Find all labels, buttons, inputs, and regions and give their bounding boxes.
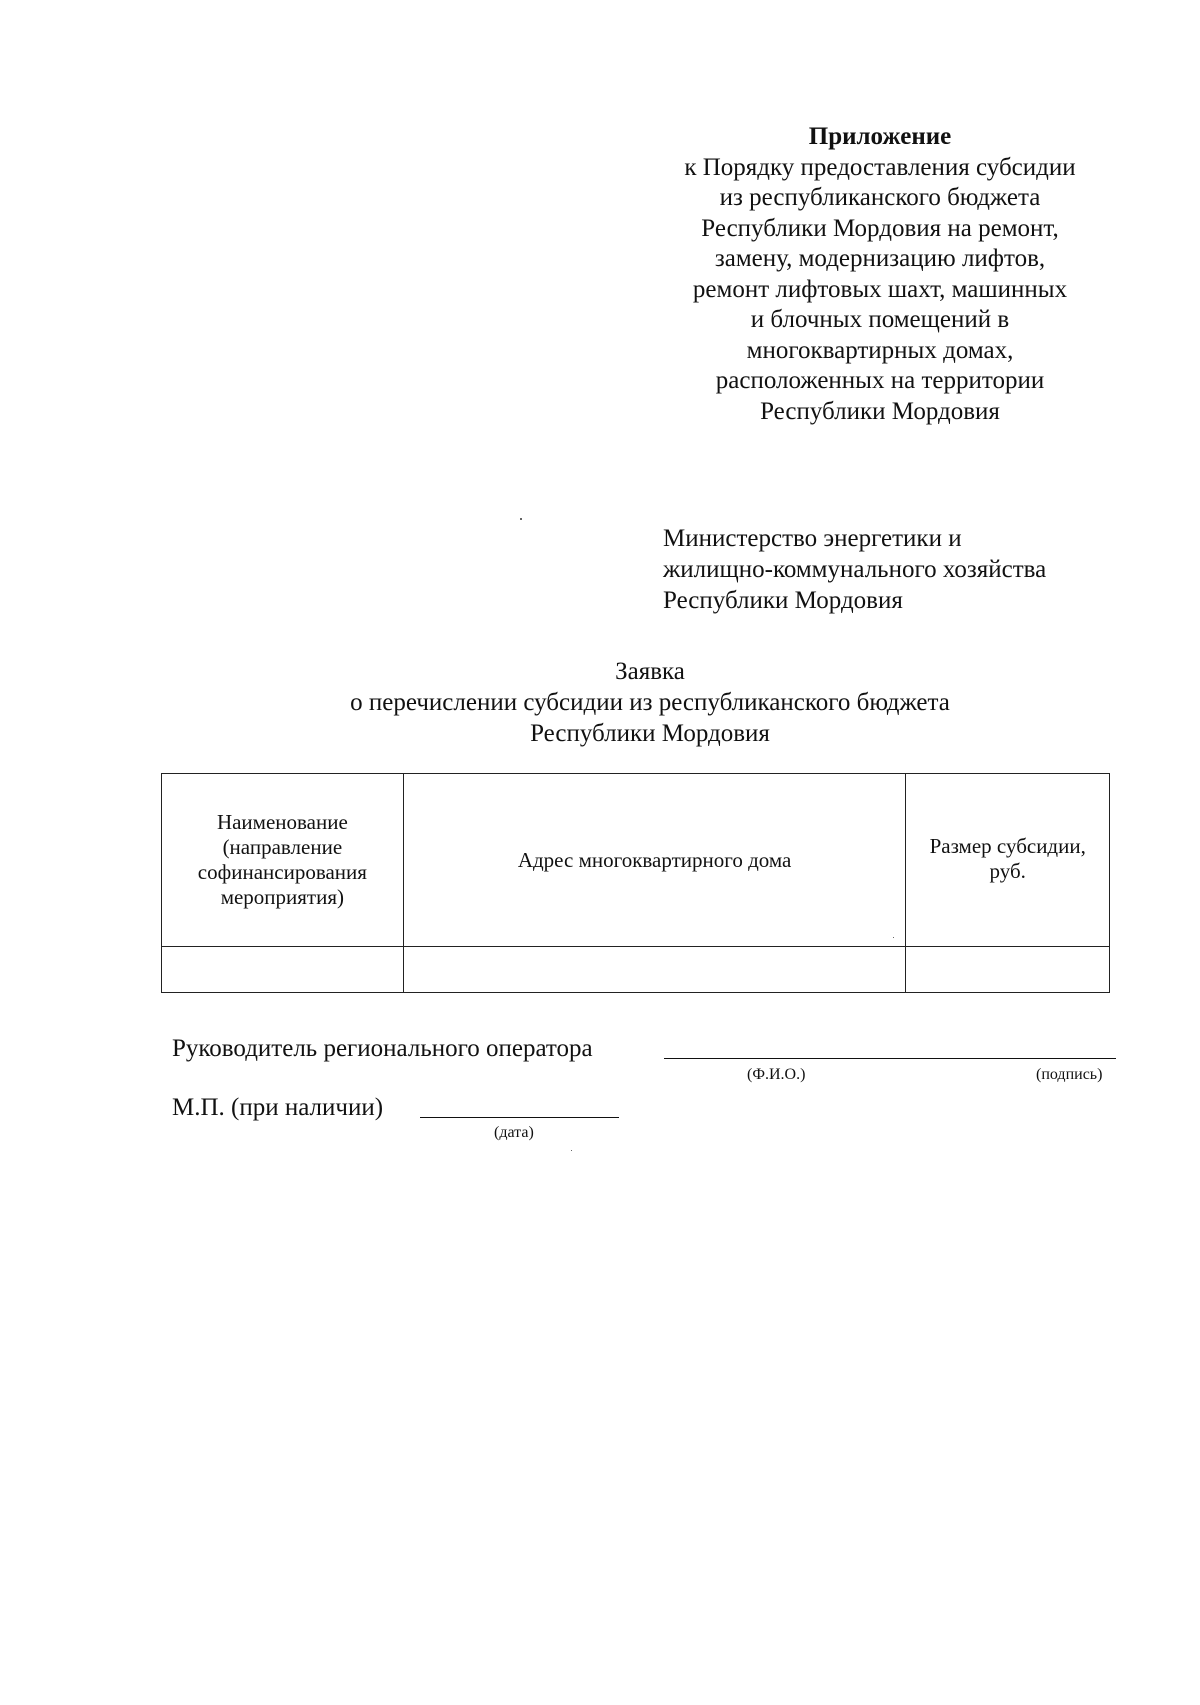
header-name-line: софинансирования (197, 860, 367, 884)
appendix-line: многоквартирных домах, (746, 336, 1014, 364)
signature-line[interactable] (664, 1058, 1116, 1059)
recipient-block (663, 523, 1143, 616)
scan-speck (571, 1150, 572, 1151)
header-amount-line: руб. (989, 859, 1026, 883)
header-amount-cell (906, 774, 1110, 947)
recipient-line: Министерство энергетики и (663, 525, 962, 552)
scan-speck (520, 518, 522, 520)
appendix-line: и блочных помещений в (750, 306, 1010, 333)
header-amount-line: Размер субсидии, (929, 834, 1086, 858)
table-cell-amount[interactable] (906, 947, 1110, 993)
appendix-line: Республики Мордовия (760, 397, 1000, 425)
date-caption: (дата) (494, 1124, 534, 1141)
header-name-cell (162, 774, 404, 947)
header-name-line: Наименование (216, 810, 348, 834)
appendix-line: ремонт лифтовых шахт, машинных (692, 275, 1068, 303)
fio-caption: (Ф.И.О.) (747, 1066, 806, 1083)
header-name-line: (направление (222, 835, 343, 859)
table-cell-name[interactable] (162, 947, 404, 993)
appendix-line: Республики Мордовия на ремонт, (701, 214, 1059, 242)
appendix-header (640, 122, 1120, 427)
recipient-line: Республики Мордовия (663, 587, 903, 614)
document-title-line: о перечислении субсидии из республиканского бюджета (350, 689, 950, 716)
scan-speck (893, 937, 894, 938)
recipient-line: жилищно-коммунального хозяйства (663, 556, 1047, 583)
signature-label: Руководитель регионального оператора (172, 1035, 593, 1062)
table-header-row (162, 774, 1110, 947)
appendix-line: из республиканского бюджета (719, 184, 1041, 211)
table-cell-address[interactable] (403, 947, 906, 993)
stamp-label: М.П. (при наличии) (172, 1094, 384, 1121)
signature-caption: (подпись) (1036, 1066, 1103, 1083)
table-row (162, 947, 1110, 993)
appendix-line: к Порядку предоставления субсидии (684, 153, 1076, 181)
subsidy-table (161, 773, 1110, 993)
appendix-line: замену, модернизацию лифтов, (714, 245, 1046, 272)
date-line[interactable] (420, 1117, 619, 1118)
header-address-cell: Адрес многоквартирного дома (403, 774, 906, 947)
appendix-line: расположенных на территории (715, 367, 1045, 394)
document-title (200, 656, 1100, 749)
appendix-title: Приложение (808, 123, 952, 150)
document-title-line: Республики Мордовия (530, 720, 770, 747)
document-title-line: Заявка (615, 658, 685, 685)
header-name-line: мероприятия) (220, 885, 345, 909)
